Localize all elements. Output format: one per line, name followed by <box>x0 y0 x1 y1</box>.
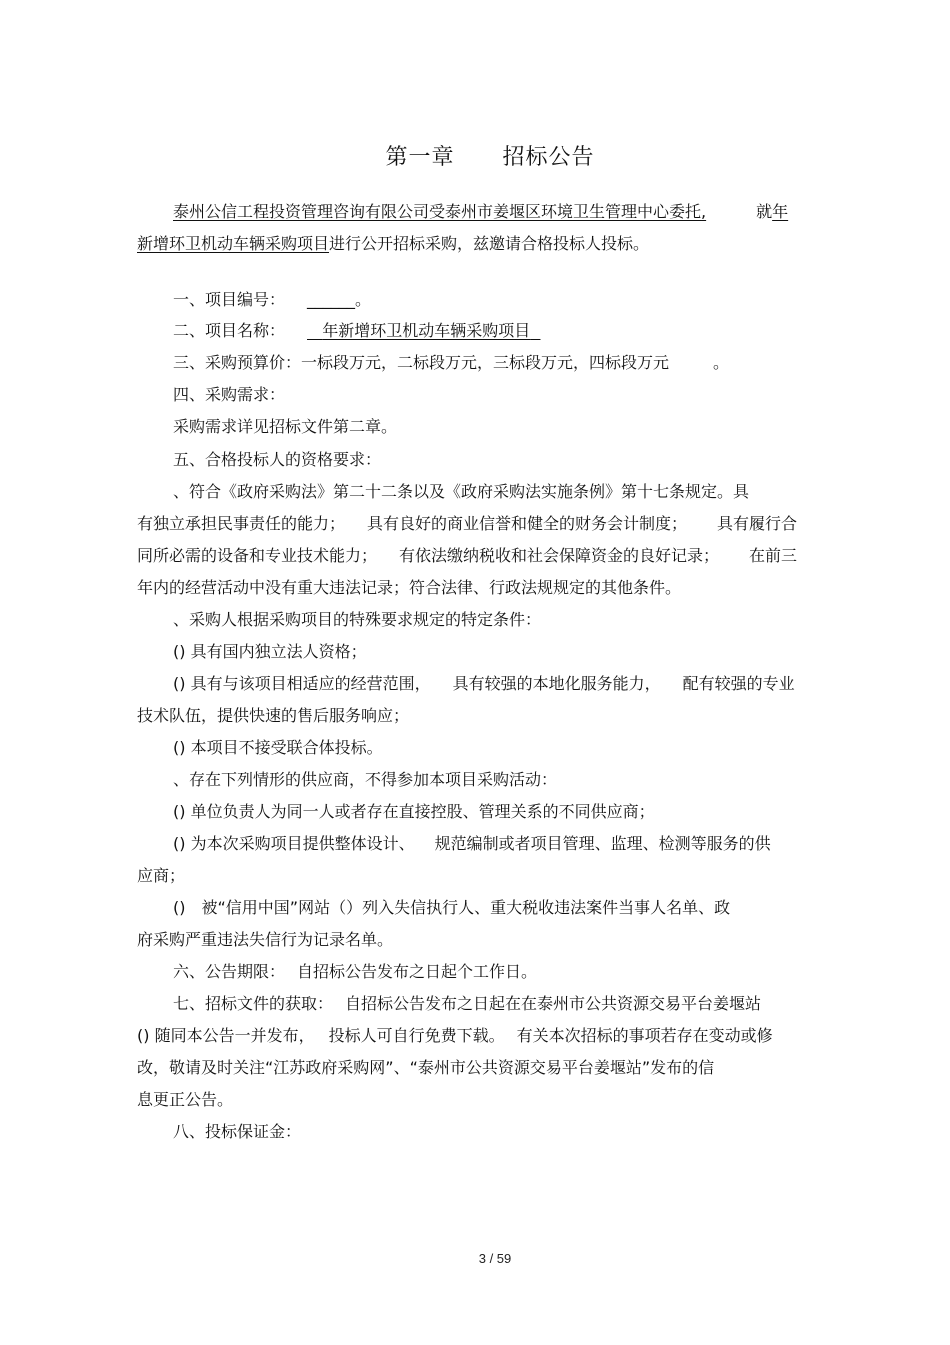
qual-3-c-line-2: 府采购严重违法失信行为记录名单。 <box>137 930 394 949</box>
project-name-line <box>173 321 863 341</box>
qual-2-c: () 本项目不接受联合体投标。 <box>173 738 383 757</box>
period-text: 自招标公告发布之日起个工作日。 <box>297 962 538 981</box>
intro-line-1: 泰州公信工程投资管理咨询有限公司受泰州市姜堰区环境卫生管理中心委托, 就年 <box>173 202 789 221</box>
page-number: 3 / 59 <box>478 1251 512 1266</box>
qual-1-line-3: 同所必需的设备和专业技术能力； 有依法缴纳税收和社会保障资金的良好记录； 在前三 <box>137 546 798 565</box>
qualification-label: 五、合格投标人的资格要求： <box>173 450 382 469</box>
qual-2-b-line-1: () 具有与该项目相适应的经营范围， 具有较强的本地化服务能力， 配有较强的专业 <box>173 674 795 693</box>
qual-3-c-line-1: () 被“信用中国”网站（）列入失信执行人、重大税收违法案件当事人名单、政 <box>173 898 731 917</box>
obtain-line-2: () 随同本公告一并发布， 投标人可自行免费下载。 有关本次招标的事项若存在变动或修 <box>137 1026 773 1045</box>
qual-2-a: () 具有国内独立法人资格； <box>173 642 367 661</box>
chapter-title <box>0 140 950 171</box>
qual-1-line-1: 、符合《政府采购法》第二十二条以及《政府采购法实施条例》第十七条规定。具 <box>173 482 750 501</box>
obtain-line-3: 改，敬请及时关注“江苏政府采购网”、“泰州市公共资源交易平台姜堰站”发布的信 <box>137 1058 715 1077</box>
project-name-value: 年新增环卫机动车辆采购项目 <box>322 321 531 340</box>
agency-name: 泰州公信工程投资管理咨询有限公司受泰州市姜堰区环境卫生管理中心委托 <box>173 202 702 221</box>
qual-2-b-line-2: 技术队伍，提供快速的售后服务响应； <box>137 706 410 725</box>
qual-3-a: () 单位负责人为同一人或者存在直接控股、管理关系的不同供应商； <box>173 802 655 821</box>
qual-3-b-line-2: 应商； <box>137 866 186 885</box>
project-number-line: 一、项目编号： ______。 <box>173 290 372 309</box>
qual-3: 、存在下列情形的供应商，不得参加本项目采购活动： <box>173 770 558 789</box>
period-label: 六、公告期限： <box>173 962 286 981</box>
qual-1-line-2: 有独立承担民事责任的能力； 具有良好的商业信誉和健全的财务会计制度； 具有履行合 <box>137 514 798 533</box>
deposit-label: 八、投标保证金： <box>173 1122 302 1141</box>
chapter-name: 招标公告 <box>502 145 595 170</box>
project-number-value: ______ <box>307 290 356 309</box>
qual-3-b-line-1: () 为本次采购项目提供整体设计、 规范编制或者项目管理、监理、检测等服务的供 <box>173 834 771 853</box>
demand-label: 四、采购需求： <box>173 385 286 404</box>
obtain-line-4: 息更正公告。 <box>137 1090 234 1109</box>
qual-2: 、采购人根据采购项目的特殊要求规定的特定条件： <box>173 610 542 629</box>
project-number-label: 一、项目编号： <box>173 290 286 309</box>
intro-line-2: 新增环卫机动车辆采购项目进行公开招标采购，兹邀请合格投标人投标。 <box>137 234 650 253</box>
demand-text: 采购需求详见招标文件第二章。 <box>173 417 398 436</box>
project-name-label: 二、项目名称： <box>173 321 286 340</box>
project-title-inline: 新增环卫机动车辆采购项目 <box>137 234 330 253</box>
qual-1-line-4: 年内的经营活动中没有重大违法记录；符合法律、行政法规规定的其他条件。 <box>137 578 682 597</box>
budget-text: 三、采购预算价：一标段万元，二标段万元，三标段万元，四标段万元 <box>173 353 670 372</box>
chapter-number: 第一章 <box>385 145 455 170</box>
period-line <box>173 962 863 982</box>
obtain-line-1: 七、招标文件的获取： 自招标公告发布之日起在在泰州市公共资源交易平台姜堰站 <box>173 994 762 1013</box>
budget-line: 三、采购预算价：一标段万元，二标段万元，三标段万元，四标段万元 。 <box>173 353 730 372</box>
